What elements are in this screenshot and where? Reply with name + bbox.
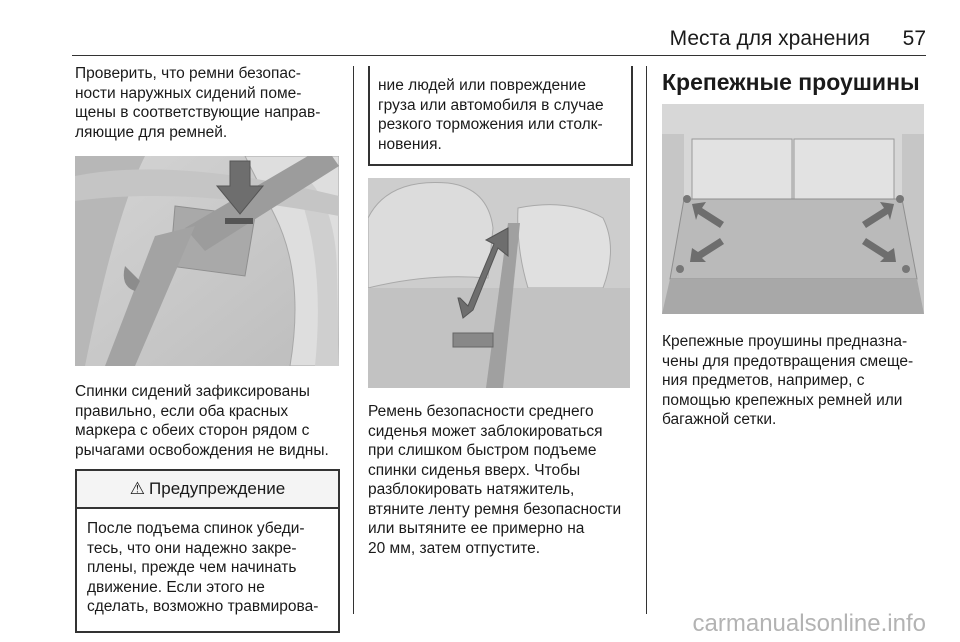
warning-box-continued bbox=[368, 66, 633, 166]
intro-paragraph: Проверить, что ремни безопас- ности наружных сидений поме- щены в соответствующие направ- ляющие для ремней. bbox=[75, 65, 321, 141]
column-2 bbox=[368, 66, 633, 558]
seat-belt-guide-photo bbox=[75, 156, 339, 366]
watermark: carmanualsonline.info bbox=[692, 610, 926, 637]
warning-continued-text: ние людей или повреждение груза или автомобиля в случае резкого торможения или столк- новения. bbox=[378, 77, 604, 153]
center-belt-paragraph: Ремень безопасности среднего сиденья может заблокироваться при слишком быстром подъеме спинки сиденья вверх. Чтобы разблокировать натяжитель, втяните ленту ремня безопасности или вытяните ее примерно на 20 мм, затем отпустите. bbox=[368, 403, 622, 557]
warning-header bbox=[77, 471, 338, 509]
column-divider-right bbox=[646, 66, 647, 614]
warning-title: Предупреждение bbox=[149, 479, 286, 498]
seat-belt-guide-illustration bbox=[75, 156, 339, 366]
center-seat-belt-photo bbox=[368, 178, 630, 388]
header-title: Места для хранения bbox=[669, 27, 870, 50]
column-1 bbox=[75, 64, 340, 633]
lashing-eyes-paragraph: Крепежные проушины предназна- чены для предотвращения смеще- ния предметов, например, с помощью крепежных ремней или багажной сетки. bbox=[662, 333, 914, 428]
section-heading: Крепежные проушины bbox=[662, 69, 920, 95]
center-seat-belt-illustration bbox=[368, 178, 630, 388]
warning-body bbox=[77, 509, 338, 631]
column-3 bbox=[662, 64, 926, 430]
backrest-paragraph: Спинки сидений зафиксированы правильно, если оба красных маркера с обеих сторон рядом с рычагами освобождения не видны. bbox=[75, 383, 329, 459]
warning-triangle-icon: ⚠ bbox=[129, 479, 146, 498]
warning-box bbox=[75, 469, 340, 633]
header-rule bbox=[72, 55, 926, 56]
page-number: 57 bbox=[902, 27, 926, 50]
column-divider-left bbox=[353, 66, 354, 614]
cargo-lashing-eyes-illustration bbox=[662, 104, 924, 314]
warning-text: После подъема спинок убеди- тесь, что они надежно закре- плены, прежде чем начинать движение. Если этого не сделать, возможно травмирова- bbox=[87, 520, 319, 615]
cargo-area-photo bbox=[662, 104, 924, 314]
